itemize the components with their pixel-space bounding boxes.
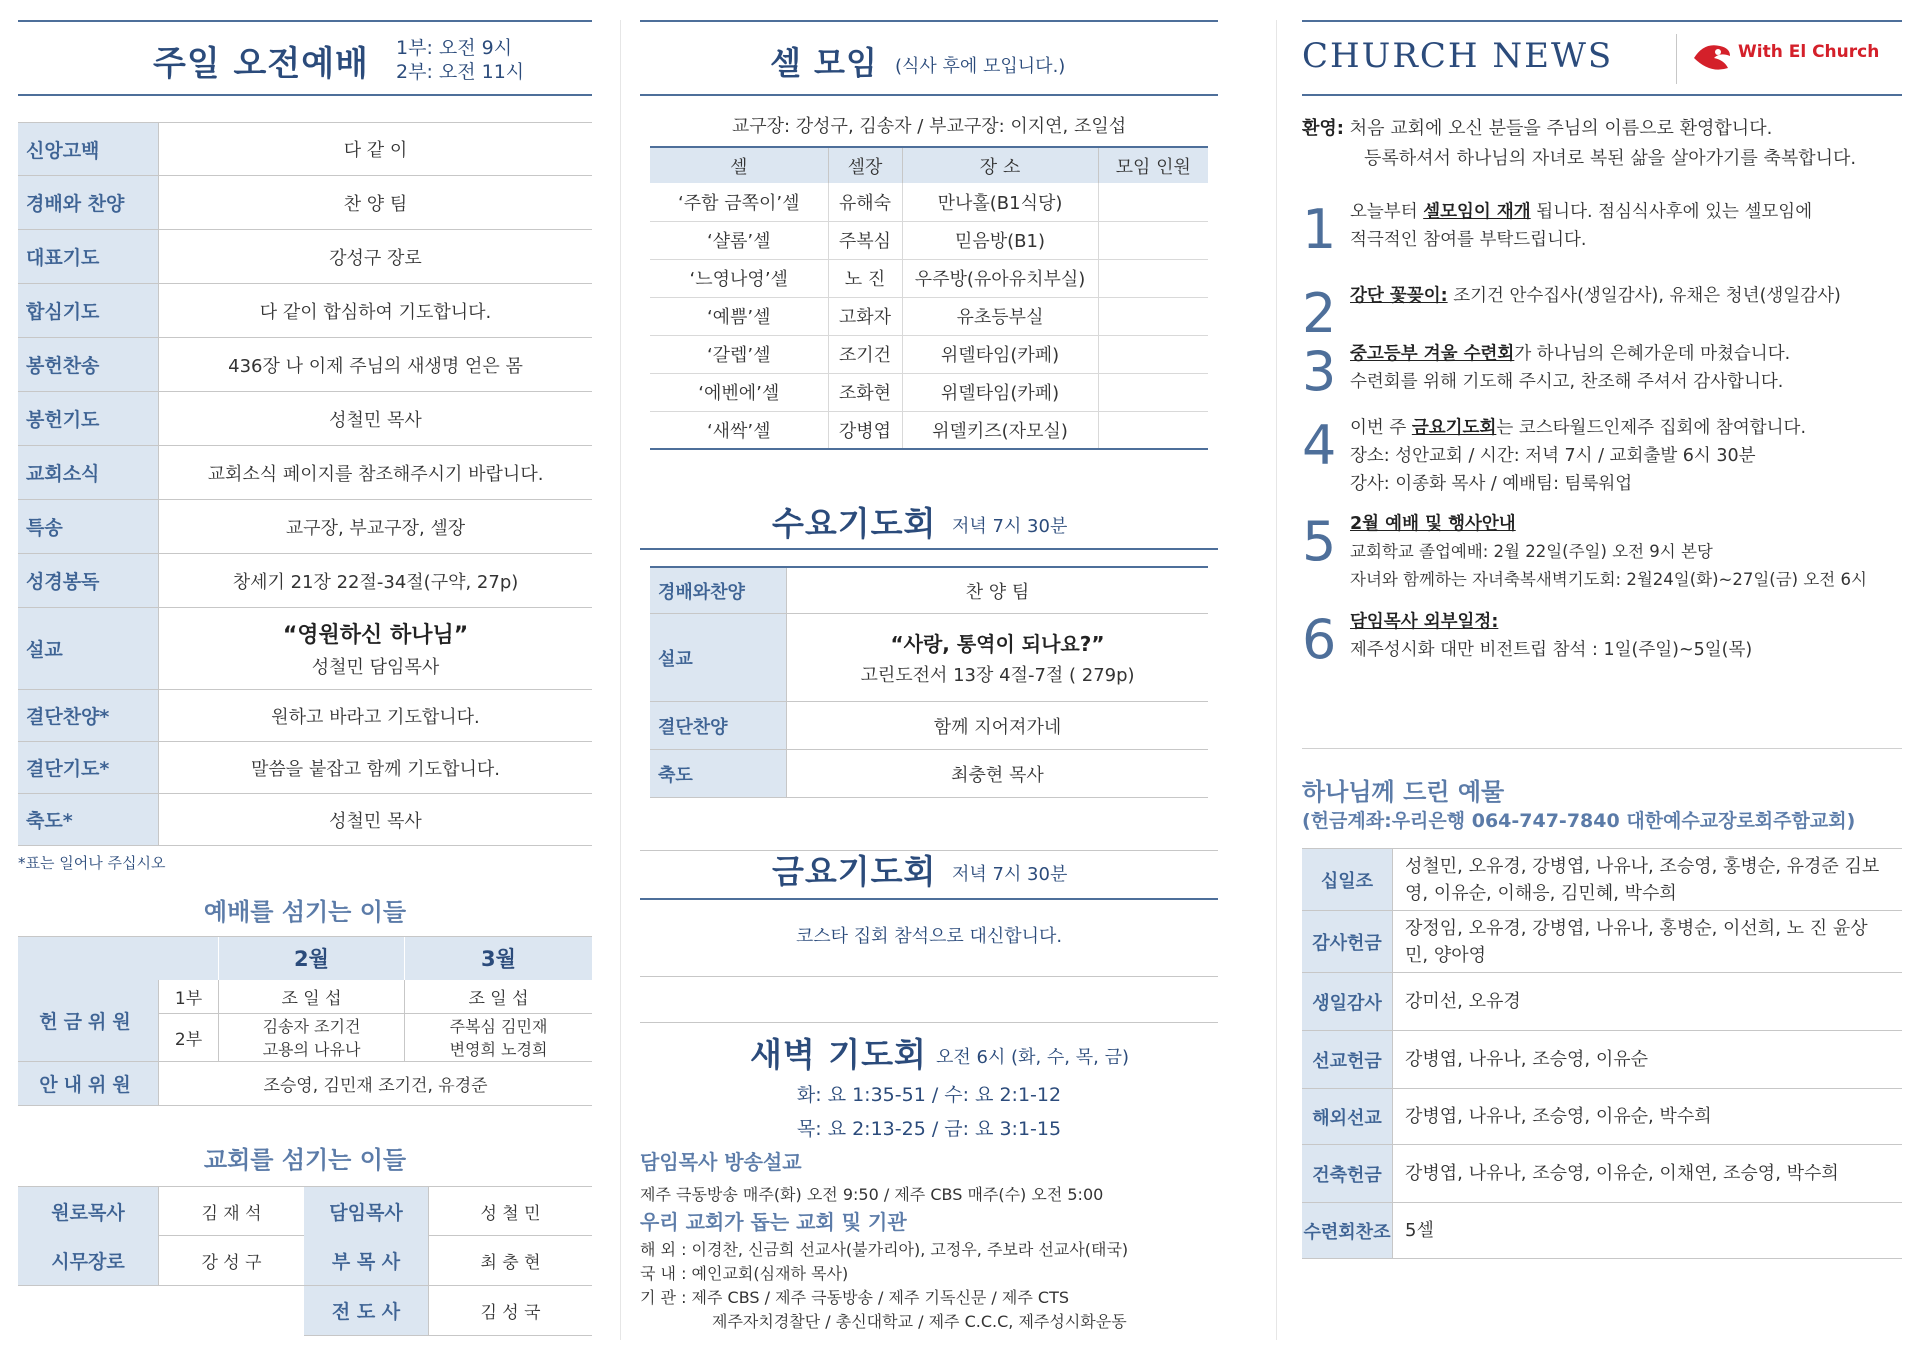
support-line: 국 내 : 예인교회(심재하 목사): [640, 1264, 849, 1283]
order-row: [18, 690, 592, 742]
news-number: 2: [1302, 282, 1337, 345]
order-value: [158, 690, 592, 741]
order-label: 특송: [18, 500, 158, 553]
cell-row: [650, 335, 1208, 373]
news-body: [1350, 340, 1790, 396]
news-text: 됩니다. 점심식사후에 있는 셀모임에: [1530, 202, 1813, 222]
cell-table-cell: 유해숙: [828, 183, 902, 221]
staff-label: 담임목사: [304, 1187, 428, 1236]
wed-label: 설교: [650, 614, 786, 701]
welcome-line: 등록하셔서 하나님의 자녀로 복된 삶을 살아가기를 축복합니다.: [1364, 148, 1857, 169]
cell-table-cell: ‘새싹’셀: [650, 411, 828, 449]
order-value: [158, 392, 592, 445]
news-body: [1350, 198, 1812, 254]
order-label: 교회소식: [18, 446, 158, 499]
order-row: [18, 446, 592, 500]
offering-names: 강병엽, 나유나, 조승영, 이유순, 이채연, 조승영, 박수희: [1392, 1145, 1902, 1202]
news-title: CHURCH NEWS: [1302, 36, 1614, 76]
offering-names: 장정임, 오유경, 강병엽, 나유나, 홍병순, 이선희, 노 진 윤상민, 양아영: [1392, 911, 1902, 972]
sermon-title: “영원하신 하나님”: [282, 623, 469, 648]
wed-row: [650, 750, 1208, 798]
offering-row: [1302, 1145, 1902, 1203]
order-text: 찬 양 팀: [343, 193, 408, 215]
dawn-reading: 목: 요 2:13-25 / 금: 요 3:1-15: [796, 1118, 1062, 1140]
news-text: 이번 주: [1350, 418, 1412, 438]
order-row: [18, 392, 592, 446]
fri-header: [640, 844, 1218, 900]
usher-label: 안내위원: [18, 1062, 158, 1106]
staff-name: 최 충 현: [428, 1236, 592, 1285]
cell-header-cell: 셀장: [828, 147, 902, 183]
wed-value: [786, 750, 1208, 797]
cell-table-body: [650, 183, 1208, 449]
order-value: [158, 338, 592, 391]
order-text: 창세기 21장 22절-34절(구약, 27p): [232, 571, 519, 593]
offering-account: (헌금계좌:우리은행 064-747-7840 대한예수교장로회주함교회): [1302, 810, 1856, 832]
offering-row: [1302, 911, 1902, 973]
logo-text: With El Church: [1738, 42, 1880, 62]
support-line: 해 외 : 이경찬, 신금희 선교사(불가리아), 고정우, 주보라 선교사(태국): [640, 1240, 1129, 1259]
wed-value: [786, 614, 1208, 701]
news-body: [1350, 608, 1752, 664]
prayer-column: [640, 0, 1218, 1357]
order-text: 436장 나 이제 주님의 새생명 얻은 몸: [228, 355, 523, 377]
news-detail: 장소: 성안교회 / 시간: 저녁 7시 / 교회출발 6시 30분: [1350, 446, 1756, 466]
order-value: [158, 176, 592, 229]
welcome: [1302, 114, 1902, 174]
worship-times: [396, 36, 524, 84]
wed-label: 결단찬양: [650, 702, 786, 749]
news-text: 강단 꽃꽂이:: [1350, 286, 1448, 306]
wed-order: [650, 566, 1208, 786]
cell-row: [650, 183, 1208, 221]
cell-table-cell: 위델키즈(자모실): [902, 411, 1098, 449]
service-second: 2부: [158, 1014, 218, 1062]
news-body: [1350, 510, 1867, 594]
order-value: [158, 284, 592, 337]
month-mar: 3월: [404, 937, 592, 981]
wed-row: [650, 702, 1208, 750]
staff-label: 전 도 사: [304, 1286, 428, 1335]
cell-table-cell: 유초등부실: [902, 297, 1098, 335]
service-first: 1부: [158, 980, 218, 1014]
standing-note: *표는 일어나 주십시오: [18, 854, 166, 872]
cell-header-cell: 장 소: [902, 147, 1098, 183]
month-feb: 2월: [218, 937, 404, 981]
wed-label: 경배와찬양: [650, 568, 786, 613]
divider: [1302, 748, 1902, 749]
staff-label: 시무장로: [18, 1236, 158, 1285]
order-text: 교구장, 부교구장, 셀장: [285, 517, 466, 539]
fri-title: 금요기도회: [772, 852, 937, 891]
news-headline: [1350, 340, 1790, 368]
staff-name: 김 성 국: [428, 1286, 592, 1335]
broadcast-text: 제주 극동방송 매주(화) 오전 9:50 / 제주 CBS 매주(수) 오전 5:00: [640, 1185, 1104, 1204]
order-label: 결단기도*: [18, 742, 158, 793]
cell-title: 셀 모임: [770, 44, 878, 82]
wed-header: [640, 496, 1218, 550]
feb-second-line: 고용의 나유나: [262, 1039, 361, 1059]
cell-row: [650, 297, 1208, 335]
offering-row: [1302, 973, 1902, 1031]
cell-table-cell: [1098, 411, 1208, 449]
worship-column: [18, 0, 592, 1357]
news-headline: [1350, 608, 1752, 636]
offering-label: 감사헌금: [1302, 911, 1392, 972]
order-text: 다 같이 합심하여 기도합니다.: [259, 301, 492, 323]
order-row: [18, 122, 592, 176]
cell-header-cell: 셀: [650, 147, 828, 183]
sermon-label: 설교: [18, 608, 158, 689]
staff-row: [18, 1236, 592, 1286]
sermon-preacher: 성철민 담임목사: [311, 657, 440, 678]
cell-leaders: 교구장: 강성구, 김송자 / 부교구장: 이지연, 조일섭: [731, 116, 1127, 137]
order-text: 말씀을 붙잡고 함께 기도합니다.: [251, 758, 500, 780]
news-headline: [1350, 282, 1841, 310]
staff-label: 원로목사: [18, 1187, 158, 1236]
offering-label: 해외선교: [1302, 1089, 1392, 1144]
offering-row: [1302, 1203, 1902, 1259]
wed-time: 저녁 7시 30분: [952, 516, 1068, 537]
order-label: 신앙고백: [18, 123, 158, 175]
news-column: [1302, 0, 1902, 1357]
cell-table-cell: 강병엽: [828, 411, 902, 449]
news-text: 중고등부 겨울 수련회: [1350, 344, 1515, 364]
dawn-header: [640, 1022, 1218, 1072]
offering-row: [1302, 1089, 1902, 1145]
news-body: [1350, 282, 1841, 310]
welcome-line: 처음 교회에 오신 분들을 주님의 이름으로 환영합니다.: [1349, 118, 1773, 139]
news-text: 가 하나님의 은혜가운데 마쳤습니다.: [1514, 344, 1791, 364]
worship-header: [18, 20, 592, 96]
time-second: 2부: 오전 11시: [396, 61, 525, 83]
divider: [640, 976, 1218, 977]
support-title: 우리 교회가 돕는 교회 및 기관: [640, 1210, 907, 1234]
wed-row: [650, 568, 1208, 614]
feb-second-line: 김송자 조기건: [262, 1016, 361, 1036]
offering-label: 생일감사: [1302, 973, 1392, 1030]
mar-first: 조 일 섭: [404, 980, 592, 1014]
cell-table-cell: ‘갈렙’셀: [650, 335, 828, 373]
offering-names: 성철민, 오유경, 강병엽, 나유나, 조승영, 홍병순, 유경준 김보영, 이유순, 이해응, 김민혜, 박수희: [1392, 849, 1902, 910]
order-text: 교회소식 페이지를 참조해주시기 바랍니다.: [207, 463, 544, 485]
staff-row: [304, 1286, 592, 1336]
dawn-title: 새벽 기도회: [750, 1035, 927, 1074]
welcome-label: 환영:: [1302, 118, 1344, 139]
cell-table-cell: [1098, 183, 1208, 221]
staff-name: 김 재 석: [158, 1187, 304, 1236]
order-text: 다 같 이: [343, 140, 408, 161]
news-detail: 강사: 이종화 목사 / 예배팀: 팀룩워업: [1350, 474, 1633, 494]
cell-table-cell: 우주방(유아유치부실): [902, 259, 1098, 297]
order-label: 결단찬양*: [18, 690, 158, 741]
cell-table-cell: ‘예쁨’셀: [650, 297, 828, 335]
mar-second: [404, 1014, 592, 1062]
cell-table-cell: 조기건: [828, 335, 902, 373]
cell-row: [650, 411, 1208, 449]
offering-names: 강병엽, 나유나, 조승영, 이유순: [1392, 1031, 1902, 1088]
cell-row: [650, 373, 1208, 411]
wed-title: 수요기도회: [772, 504, 937, 543]
staff-label: 부 목 사: [304, 1236, 428, 1285]
order-value: [158, 794, 592, 845]
cell-table-cell: [1098, 335, 1208, 373]
cell-table-cell: 고화자: [828, 297, 902, 335]
news-text: 2월 예배 및 행사안내: [1350, 514, 1516, 534]
news-number: 4: [1302, 414, 1337, 477]
offering-names: 5셀: [1392, 1203, 1902, 1258]
support-line: 제주자치경찰단 / 총신대학교 / 제주 C.C.C, 제주성시화운동: [712, 1312, 1127, 1331]
staff-name: 성 철 민: [428, 1187, 592, 1236]
news-detail: 적극적인 참여를 부탁드립니다.: [1350, 230, 1587, 250]
order-text: 성철민 목사: [329, 409, 422, 431]
church-servants-title: 교회를 섬기는 이들: [203, 1146, 407, 1174]
order-label: 성경봉독: [18, 554, 158, 607]
order-row: [18, 742, 592, 794]
news-body: [1350, 414, 1806, 498]
church-logo-icon: [1690, 38, 1734, 76]
news-detail: 수련회를 위해 기도해 주시고, 찬조해 주셔서 감사합니다.: [1350, 372, 1784, 392]
offering-label: 수련회찬조: [1302, 1203, 1392, 1258]
cell-subtitle: (식사 후에 모입니다.): [895, 56, 1066, 77]
dawn-time: 오전 6시 (화, 수, 목, 금): [936, 1047, 1129, 1068]
cell-table-cell: [1098, 373, 1208, 411]
order-value: [158, 446, 592, 499]
cell-table-cell: 위델타임(카페): [902, 335, 1098, 373]
order-text: 원하고 바라고 기도합니다.: [271, 706, 480, 728]
cell-table: [650, 146, 1208, 450]
divider: [1676, 34, 1677, 84]
wed-text: 함께 지어져가네: [933, 716, 1062, 738]
support-list: [640, 1238, 1128, 1334]
fri-time: 저녁 7시 30분: [952, 864, 1068, 885]
news-detail: 교회학교 졸업예배: 2월 22일(주일) 오전 9시 본당: [1350, 542, 1713, 561]
sermon-row: [18, 608, 592, 690]
dawn-reading: 화: 요 1:35-51 / 수: 요 2:1-12: [796, 1084, 1062, 1106]
cell-table-cell: [1098, 221, 1208, 259]
cell-table-cell: [1098, 259, 1208, 297]
news-headline: [1350, 510, 1867, 538]
sermon-value: [158, 608, 592, 689]
wed-text: 찬 양 팀: [965, 581, 1030, 603]
cell-table-cell: 노 진: [828, 259, 902, 297]
cell-table-header: [650, 147, 1208, 183]
news-text: 셀모임이 재개: [1423, 202, 1531, 222]
order-row: [18, 230, 592, 284]
offering-row: [1302, 849, 1902, 911]
news-number: 5: [1302, 510, 1337, 573]
cell-row: [650, 259, 1208, 297]
order-row: [18, 554, 592, 608]
news-number: 6: [1302, 608, 1337, 671]
order-label: 봉헌기도: [18, 392, 158, 445]
usher-value: 조승영, 김민재 조기건, 유경준: [158, 1062, 592, 1106]
order-value: [158, 554, 592, 607]
order-row: [18, 176, 592, 230]
offering-label: 선교헌금: [1302, 1031, 1392, 1088]
offering-names: 강병엽, 나유나, 조승영, 이유순, 박수희: [1392, 1089, 1902, 1144]
order-row: [18, 338, 592, 392]
order-value: [158, 230, 592, 283]
news-number: 1: [1302, 198, 1337, 261]
order-text: 성철민 목사: [329, 810, 422, 832]
news-detail: 제주성시화 대만 비전트립 참석 : 1일(주일)~5일(목): [1350, 640, 1753, 660]
order-text: 강성구 장로: [329, 247, 422, 269]
offering-row: [1302, 1031, 1902, 1089]
cell-table-cell: [1098, 297, 1208, 335]
order-label: 축도*: [18, 794, 158, 845]
offering-table: [1302, 848, 1902, 1259]
cell-row: [650, 221, 1208, 259]
order-value: [158, 500, 592, 553]
news-detail: 자녀와 함께하는 자녀축복새벽기도회: 2월24일(화)~27일(금) 오전 6시: [1350, 570, 1867, 589]
wed-sermon-scripture: 고린도전서 13장 4절-7절 ( 279p): [860, 665, 1135, 686]
support-line: 기 관 : 제주 CBS / 제주 극동방송 / 제주 기독신문 / 제주 CTS: [640, 1288, 1070, 1307]
offering-title: 하나님께 드린 예물: [1302, 778, 1505, 806]
order-value: [158, 123, 592, 175]
mar-second-line: 주복심 김민재: [449, 1016, 548, 1036]
wed-label: 축도: [650, 750, 786, 797]
cell-table-cell: 주복심: [828, 221, 902, 259]
news-text: 담임목사 외부일정:: [1350, 612, 1499, 632]
broadcast-title: 담임목사 방송설교: [640, 1150, 802, 1174]
order-row: [18, 284, 592, 338]
offering-names: 강미선, 오유경: [1392, 973, 1902, 1030]
cell-table-cell: 위델타임(카페): [902, 373, 1098, 411]
offering-label: 건축헌금: [1302, 1145, 1392, 1202]
order-label: 합심기도: [18, 284, 158, 337]
news-text: 조기건 안수집사(생일감사), 유채은 청년(생일감사): [1447, 286, 1841, 306]
wed-value: [786, 568, 1208, 613]
cell-table-cell: ‘샬롬’셀: [650, 221, 828, 259]
order-label: 봉헌찬송: [18, 338, 158, 391]
wed-value: [786, 702, 1208, 749]
cell-header: [640, 20, 1218, 96]
news-headline: [1350, 414, 1806, 442]
cell-table-cell: 믿음방(B1): [902, 221, 1098, 259]
news-text: 는 코스타월드인제주 집회에 참여합니다.: [1496, 418, 1807, 438]
fri-note: 코스타 집회 참석으로 대신합니다.: [795, 926, 1063, 947]
order-value: [158, 742, 592, 793]
news-text: 오늘부터: [1350, 202, 1424, 222]
wed-sermon-row: [650, 614, 1208, 702]
offering-committee-label: 헌금위원: [18, 980, 158, 1062]
servants-title: 예배를 섬기는 이들: [203, 898, 407, 926]
offering-label: 십일조: [1302, 849, 1392, 910]
staff-name: 강 성 구: [158, 1236, 304, 1285]
news-number: 3: [1302, 340, 1337, 403]
cell-header-cell: 모임 인원: [1098, 147, 1208, 183]
cell-table-cell: ‘에벤에’셀: [650, 373, 828, 411]
staff-row: [18, 1186, 592, 1236]
news-text: 금요기도회: [1411, 418, 1497, 438]
cell-table-cell: 조화현: [828, 373, 902, 411]
wed-text: 최충현 목사: [951, 764, 1044, 786]
servants-header: [18, 936, 592, 980]
feb-second: [218, 1014, 404, 1062]
time-first: 1부: 오전 9시: [396, 37, 513, 59]
order-row: [18, 794, 592, 846]
cell-table-cell: 만나홀(B1식당): [902, 183, 1098, 221]
worship-title: 주일 오전예배: [153, 44, 369, 84]
cell-table-cell: ‘느영나영’셀: [650, 259, 828, 297]
feb-first: 조 일 섭: [218, 980, 404, 1014]
dawn-readings: [640, 1078, 1218, 1146]
mar-second-line: 변영희 노경희: [449, 1039, 548, 1059]
wed-sermon-title: “사랑, 통역이 되나요?”: [890, 632, 1105, 656]
news-headline: [1350, 198, 1812, 226]
cell-table-cell: ‘주함 금쪽이’셀: [650, 183, 828, 221]
news-header: [1302, 20, 1902, 96]
order-label: 대표기도: [18, 230, 158, 283]
order-row: [18, 500, 592, 554]
order-label: 경배와 찬양: [18, 176, 158, 229]
